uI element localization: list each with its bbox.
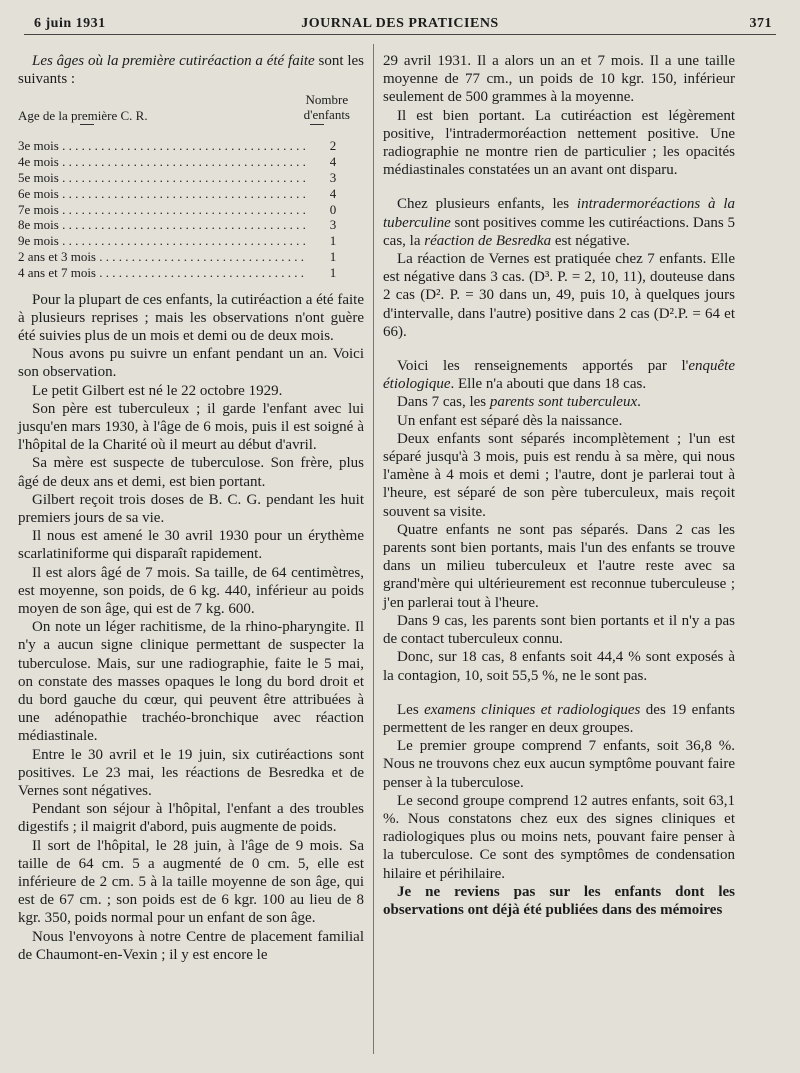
emphasis-run: intradermoréactions à la tuberculine bbox=[383, 196, 735, 231]
paragraph: Je ne reviens pas sur les enfants dont les observations ont déjà été publiées dans des mémoires bbox=[383, 883, 735, 918]
age-cell: 4e mois . . . bbox=[18, 154, 308, 170]
age-cell: 5e mois . . . bbox=[18, 170, 308, 186]
paragraph: Nous avons pu suivre un enfant pendant un an. Voici son observation. bbox=[18, 346, 364, 381]
count-cell: 3 bbox=[329, 170, 337, 185]
text-run: sont positives comme les cutiréactions. Dans 5 cas, la bbox=[383, 214, 735, 249]
table-row bbox=[18, 202, 364, 218]
count-column-header bbox=[304, 92, 350, 122]
header-dash bbox=[80, 124, 94, 125]
text-run: . Elle n'a abouti que dans 18 cas. bbox=[450, 376, 647, 393]
paragraph: Pendant son séjour à l'hôpital, l'enfant a des troubles digestifs ; il maigrit d'abord, puis augmente de poids. bbox=[18, 801, 364, 836]
emphasis-run: réaction de Besredka bbox=[424, 232, 552, 249]
left-column bbox=[18, 52, 364, 964]
age-column-header: Age de la première C. R. bbox=[18, 108, 148, 124]
age-cell: 8e mois . . . bbox=[18, 217, 308, 233]
age-cell: 4 ans et 7 mois . . . bbox=[18, 265, 308, 281]
age-table-header bbox=[18, 92, 364, 132]
paragraph: Dans 9 cas, les parents sont bien portants et il n'y a pas de contact tuberculeux connu. bbox=[383, 612, 735, 648]
text-run: des 19 enfants permettent de les ranger en deux groupes. bbox=[383, 701, 735, 736]
age-cell: 7e mois . . . bbox=[18, 202, 308, 218]
text-run: Les bbox=[397, 701, 425, 718]
age-cell: 9e mois . . . bbox=[18, 233, 308, 249]
paragraph: Le second groupe comprend 12 autres enfants, soit 63,1 %. Nous constatons chez eux des signes cliniques et radiologiques plus ou moins nets, pouvant faire penser à la tuberculose. Ce sont des symptômes de condensation hilaire et périhilaire. bbox=[383, 792, 735, 882]
journal-title: JOURNAL DES PRATICIENS bbox=[301, 16, 499, 31]
table-row bbox=[18, 186, 364, 202]
paragraph: Entre le 30 avril et le 19 juin, six cutiréactions sont positives. Le 23 mai, les réactions de Besredka et de Vernes sont négatives. bbox=[18, 746, 364, 800]
paragraph bbox=[383, 393, 735, 411]
paragraph bbox=[383, 357, 735, 393]
text-run: Dans 7 cas, les bbox=[397, 394, 490, 411]
paragraph: Nous l'envoyons à notre Centre de placement familial de Chaumont-en-Vexin ; il y est encore le bbox=[18, 928, 364, 963]
intro-line bbox=[18, 52, 364, 88]
emphasis-run: examens cliniques et radiologiques bbox=[424, 701, 641, 718]
paragraph: Donc, sur 18 cas, 8 enfants soit 44,4 % sont exposés à la contagion, 10, soit 55,5 %, ne le sont pas. bbox=[383, 649, 735, 684]
column-divider bbox=[373, 44, 374, 1054]
paragraph: Il est alors âgé de 7 mois. Sa taille, de 64 centimètres, est moyenne, son poids, de 6 kg. 440, inférieur au poids moyen de son âge, qui est de 7 kg. 600. bbox=[18, 564, 364, 618]
paragraph: On note un léger rachitisme, de la rhino-pharyngite. Il n'y a aucun signe clinique permettant de suspecter la tuberculose. Mais, sur une radiographie, faite le 5 mai, on constate des masses opaques le long du bord droit et du bord gauche du cœur, qui peuvent être attribuées à une adénopathie trachéo-bronchique avec réaction médiastinale. bbox=[18, 619, 364, 745]
table-row bbox=[18, 265, 364, 281]
paragraph: Le petit Gilbert est né le 22 octobre 1929. bbox=[32, 382, 283, 399]
header-date: 6 juin 1931 bbox=[34, 16, 106, 31]
paragraph: Son père est tuberculeux ; il garde l'enfant avec lui jusqu'en mars 1930, à l'âge de 6 mois, puis il est soigné à l'hôpital de la Charité où il meurt au début d'avril. bbox=[18, 400, 364, 454]
text-run: . bbox=[637, 394, 641, 411]
table-row bbox=[18, 170, 364, 186]
right-column bbox=[383, 52, 735, 919]
table-row bbox=[18, 138, 364, 154]
table-row bbox=[18, 154, 364, 170]
count-cell: 4 bbox=[329, 154, 337, 170]
text-run: Voici les renseignements apportés par l' bbox=[397, 358, 689, 375]
paragraph: Il est bien portant. La cutiréaction est légèrement positive, l'intradermoréaction nettement positive. Une radiographie ne montre rien de particulier ; les opacités médiastinales constatées un an avant ont disparu. bbox=[383, 107, 735, 179]
paragraph bbox=[383, 701, 735, 737]
count-cell: 4 bbox=[329, 185, 337, 201]
emphasis-run: parents sont tuberculeux bbox=[489, 394, 638, 411]
paragraph-gap bbox=[383, 179, 735, 195]
age-table bbox=[18, 92, 364, 280]
paragraph bbox=[383, 195, 735, 250]
text-run: Chez plusieurs enfants, les bbox=[397, 196, 577, 213]
paragraph: Il nous est amené le 30 avril 1930 pour un érythème scarlatiniforme qui disparaît rapidement. bbox=[18, 528, 364, 563]
age-cell: 2 ans et 3 mois . . . bbox=[18, 249, 308, 265]
paragraph: Quatre enfants ne sont pas séparés. Dans 2 cas les parents sont bien portants, mais l'un des enfants se trouve dans un milieu tuberculeux et l'autre reste avec sa grand'mère qui ultérieurement est reconnue tuberculeuse ; j'en parlerai tout à l'heure. bbox=[383, 521, 735, 611]
count-cell: 1 bbox=[329, 248, 337, 264]
count-header-line2: d'enfants bbox=[303, 107, 350, 123]
paragraph: Deux enfants sont séparés incomplètement ; l'un est séparé jusqu'à 3 mois, puis est rendu à sa mère, qui nous l'amène à 4 mois et demi ; l'autre, dont je parlerai tout à l'heure, est séparé de son père tuberculeux, mais reçoit souvent sa visite. bbox=[383, 430, 735, 520]
paragraph: Un enfant est séparé dès la naissance. bbox=[397, 412, 623, 429]
paragraph: Le premier groupe comprend 7 enfants, soit 36,8 %. Nous ne trouvons chez eux aucun symptôme pouvant faire penser à la tuberculose. bbox=[383, 738, 735, 791]
emphasis-run: enquête étiologique bbox=[383, 358, 735, 393]
count-header-line1: Nombre bbox=[305, 92, 349, 108]
paragraph: 29 avril 1931. Il a alors un an et 7 mois. Il a une taille moyenne de 77 cm., un poids de 10 kgr. 150, inférieur seulement de 500 grammes à la moyenne. bbox=[383, 53, 735, 106]
count-cell: 3 bbox=[329, 217, 337, 233]
paragraph: La réaction de Vernes est pratiquée chez 7 enfants. Elle est négative dans 3 cas. (D³. P. = 2, 10, 11), douteuse dans 2 cas (D². P. = 30 dans un, 49, puis 10, à quelques jours d'intervalle, dans l'autre) positive dans 2 cas (D².P. = 64 et 66). bbox=[383, 251, 735, 340]
paragraph: Gilbert reçoit trois doses de B. C. G. pendant les huit premiers jours de sa vie. bbox=[18, 491, 364, 527]
text-run: est négative. bbox=[551, 232, 630, 249]
table-row bbox=[18, 217, 364, 233]
paragraph: Sa mère est suspecte de tuberculose. Son frère, plus âgé de deux ans et demi, est bien portant. bbox=[18, 455, 364, 490]
count-cell: 2 bbox=[329, 138, 337, 154]
page-number: 371 bbox=[749, 16, 772, 31]
header-dash bbox=[310, 124, 324, 125]
table-row bbox=[18, 249, 364, 265]
paragraph-gap bbox=[383, 341, 735, 357]
paragraph: Pour la plupart de ces enfants, la cutiréaction a été faite à plusieurs reprises ; mais les observations n'ont guère été suivies plus de un mois et demi ou de deux mois. bbox=[18, 291, 364, 344]
age-cell: 6e mois . . . bbox=[18, 186, 308, 202]
table-row bbox=[18, 233, 364, 249]
paragraph-gap bbox=[383, 685, 735, 701]
intro-rest: sont les suivants : bbox=[18, 53, 364, 88]
count-cell: 0 bbox=[329, 201, 337, 217]
age-cell: 3e mois . . . bbox=[18, 138, 308, 154]
count-cell: 1 bbox=[329, 264, 337, 280]
paragraph: Il sort de l'hôpital, le 28 juin, à l'âge de 9 mois. Sa taille de 64 cm. 5 a augmenté de 0 cm. 5, elle est inférieure de 2 cm. 5 à la taille moyenne de son âge, qui est de 67 cm. ; son poids est de 6 kgr. 100 au lieu de 8 kgr. 350, poids normal pour un enfant de son âge. bbox=[18, 837, 364, 927]
page-header bbox=[24, 12, 776, 35]
intro-italic: Les âges où la première cutiréaction a été faite bbox=[32, 53, 315, 69]
count-cell: 1 bbox=[329, 233, 337, 249]
